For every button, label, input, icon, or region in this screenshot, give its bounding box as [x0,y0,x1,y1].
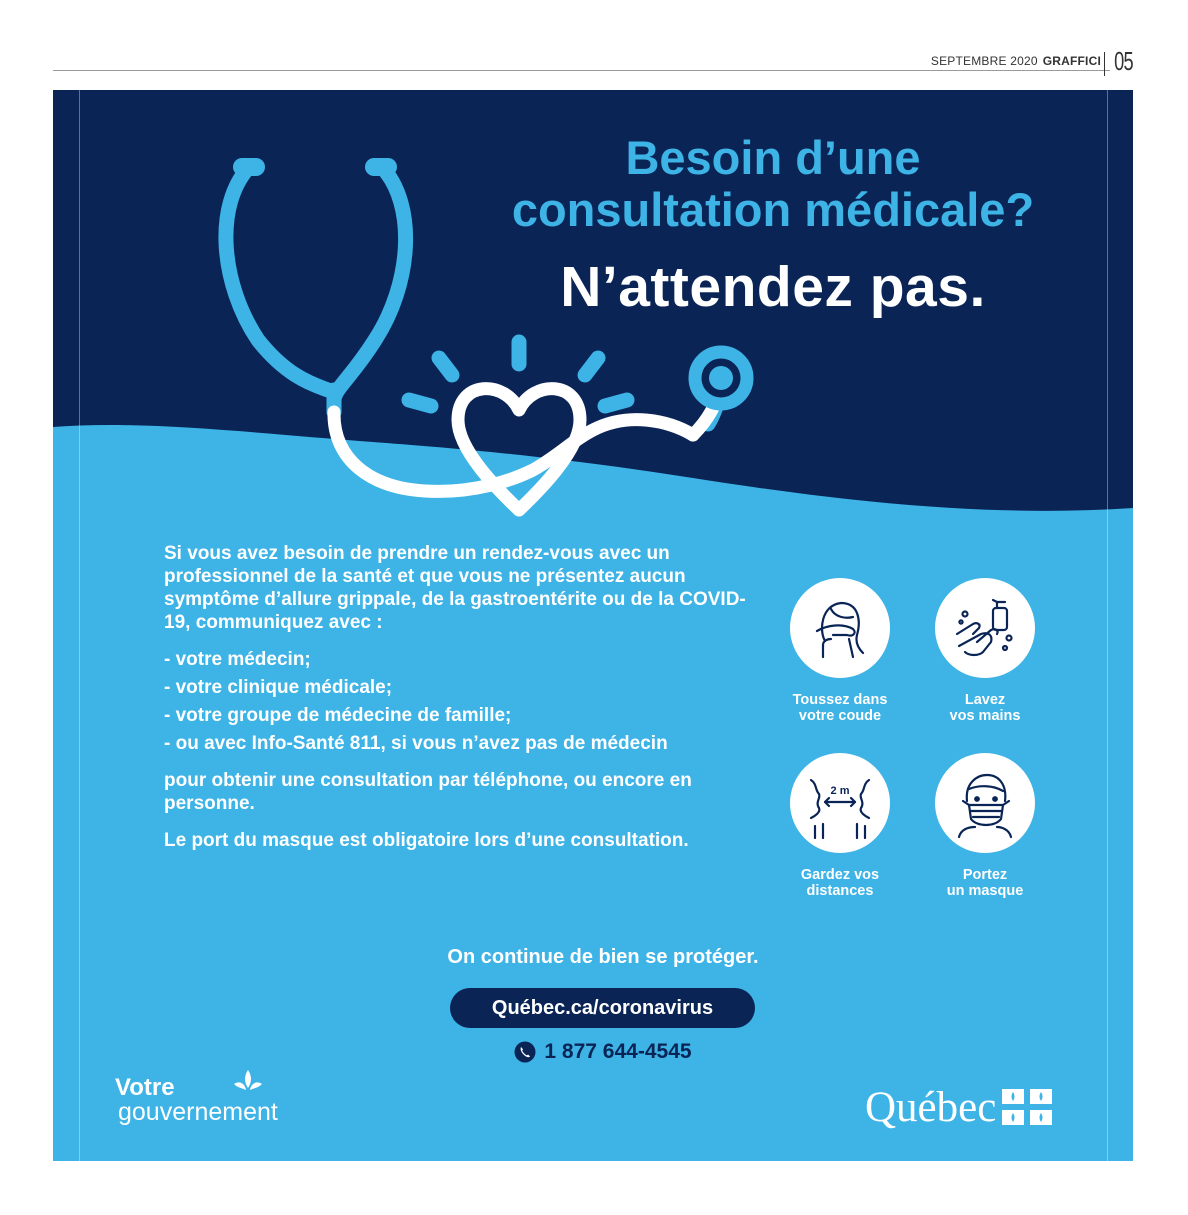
gov-logo-line1: Votre [115,1074,175,1101]
quebec-logo [865,1082,1095,1132]
tip-mask-label [910,867,1060,899]
fold-line-right [1107,90,1108,1161]
mask-note: Le port du masque est obligatoire lors d’une consultation. [164,830,689,851]
tip-cough [765,578,915,724]
issue-date: SEPTEMBRE 2020 [930,54,1038,68]
label-line: Lavez [964,692,1006,708]
tip-wash-label [910,692,1060,724]
fleur-de-lys-icon [231,1068,265,1100]
covid-consultation-ad [53,90,1133,1161]
phone-icon [514,1041,536,1063]
label-line: vos mains [949,708,1021,724]
list-item: - votre médecin; [164,649,311,670]
label-line: Gardez vos [800,867,880,883]
votre-gouvernement-logo [115,1068,335,1138]
label-line: un masque [946,883,1024,899]
page-header [53,38,1133,78]
list-item: - ou avec Info-Santé 811, si vous n’avez pas de médecin [164,733,668,754]
list-item: - votre clinique médicale; [164,677,393,698]
body-text [164,542,764,866]
contact-list [164,648,764,755]
list-item: - votre groupe de médecine de famille; [164,705,512,726]
phone-number[interactable] [493,1037,713,1067]
wash-hands-icon [935,578,1035,678]
gov-logo-line2: gouvernement [118,1098,278,1126]
cough-elbow-icon [790,578,890,678]
tip-distance [765,753,915,899]
headline-main: N’attendez pas. [560,255,986,319]
page-number: 05 [1114,46,1133,76]
headline-line-1: Besoin d’une [625,131,921,184]
label-line: Portez [962,867,1008,883]
header-separator [1104,52,1105,76]
phone-number-text: 1 877 644-4545 [544,1040,692,1063]
label-line: Toussez dans [792,692,888,708]
distance-icon [790,753,890,853]
follow-up-paragraph: pour obtenir une consultation par téléphone, ou encore en personne. [164,770,692,814]
distance-badge: 2 m [830,785,850,797]
quebec-flag-icon [1002,1089,1052,1125]
tip-mask [910,753,1060,899]
intro-paragraph: Si vous avez besoin de prendre un rendez-vous avec un professionnel de la santé et que vous ne présentez aucun symptôme d’allure grippale, de la gastroentérite ou de la COVID-19, communiquez avec : [164,543,746,633]
tip-distance-label [765,867,915,899]
coronavirus-url-link[interactable]: Québec.ca/coronavirus [450,988,755,1028]
header-text [931,54,1101,68]
quebec-wordmark: Québec [865,1083,997,1131]
headline-question [433,132,1113,236]
mask-icon [935,753,1035,853]
publication-name: GRAFFICI [1042,54,1101,68]
label-line: distances [806,883,874,899]
label-line: votre coude [798,708,882,724]
tip-wash [910,578,1060,724]
tagline: On continue de bien se protéger. [447,946,759,968]
fold-line-left [79,90,80,1161]
tip-cough-label [765,692,915,724]
header-rule [53,70,1110,71]
headline-line-2: consultation médicale? [511,183,1035,236]
